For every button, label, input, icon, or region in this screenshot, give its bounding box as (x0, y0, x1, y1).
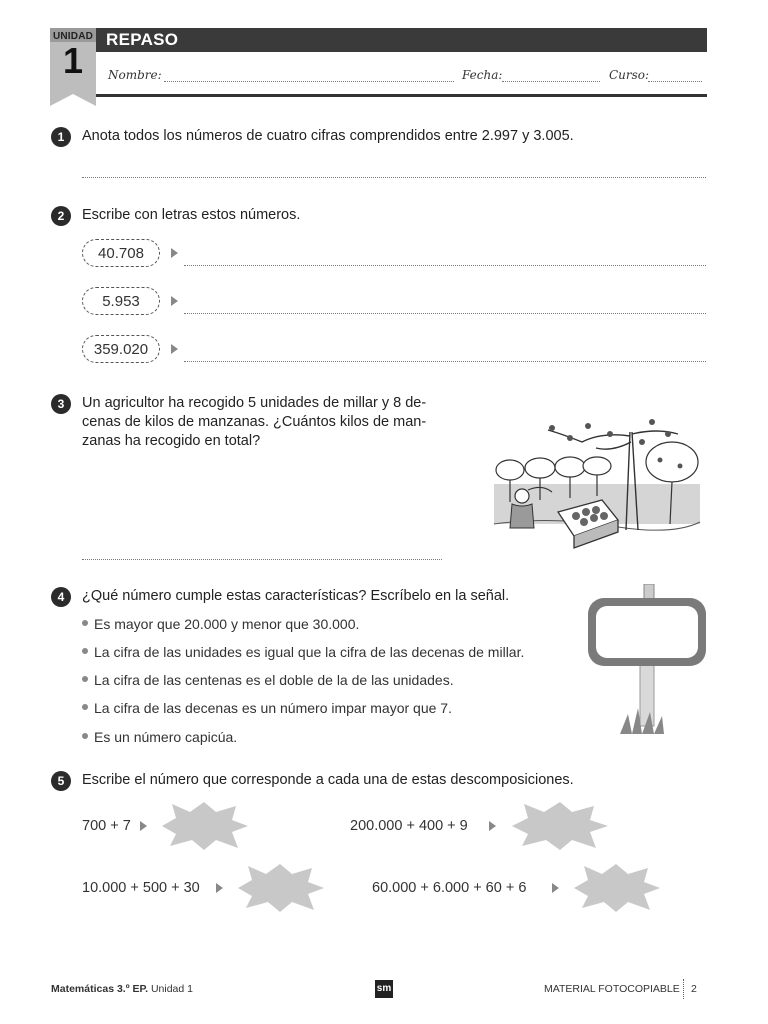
answer-line-3[interactable] (184, 360, 706, 362)
criterion-2 (82, 644, 524, 660)
page-title: REPASO (106, 30, 179, 49)
arrow-right-icon (489, 821, 496, 831)
answer-star-1[interactable] (158, 800, 252, 852)
question-1-number: 1 (51, 127, 71, 147)
criterion-4 (82, 700, 452, 716)
question-4-text: ¿Qué número cumple estas características? Escríbelo en la señal. (82, 588, 510, 604)
number-box-2: 5.953 (82, 287, 160, 315)
name-label: Nombre: (108, 68, 162, 82)
arrow-right-icon (171, 296, 178, 306)
bullet-icon (82, 648, 88, 654)
question-1-answer-line[interactable] (82, 176, 706, 178)
answer-line-2[interactable] (184, 312, 706, 314)
question-2-number: 2 (51, 206, 71, 226)
question-3-line-2: cenas de kilos de manzanas. ¿Cuántos kilos de man- (82, 414, 427, 430)
decomposition-2: 200.000 + 400 + 9 (350, 818, 468, 834)
question-2-text: Escribe con letras estos números. (82, 207, 301, 223)
criterion-1-text: Es mayor que 20.000 y menor que 30.000. (94, 616, 360, 632)
footer-subject-text: Matemáticas 3.º EP. (51, 983, 149, 995)
question-1-text: Anota todos los números de cuatro cifras comprendidos entre 2.997 y 3.005. (82, 128, 574, 144)
question-3-number: 3 (51, 394, 71, 414)
arrow-right-icon (552, 883, 559, 893)
footer-separator (683, 979, 684, 999)
arrow-right-icon (216, 883, 223, 893)
number-box-3: 359.020 (82, 335, 160, 363)
criterion-3-text: La cifra de las centenas es el doble de la de las unidades. (94, 672, 454, 688)
criterion-3 (82, 672, 454, 688)
decomposition-1: 700 + 7 (82, 818, 131, 834)
bullet-icon (82, 733, 88, 739)
title-bar (96, 28, 707, 52)
footer-unit: Unidad 1 (150, 983, 193, 995)
name-field[interactable] (164, 80, 454, 82)
arrow-right-icon (171, 248, 178, 258)
question-3-answer-line[interactable] (82, 558, 442, 560)
header-divider (96, 94, 707, 97)
criterion-5-text: Es un número capicúa. (94, 729, 238, 745)
question-5-number: 5 (51, 771, 71, 791)
answer-star-2[interactable] (508, 800, 612, 852)
decomposition-4: 60.000 + 6.000 + 60 + 6 (372, 880, 527, 896)
page-number: 2 (691, 983, 697, 995)
decomposition-3: 10.000 + 500 + 30 (82, 880, 200, 896)
orchard-illustration (492, 412, 702, 552)
criterion-2-text: La cifra de las unidades es igual que la cifra de las decenas de millar. (94, 644, 525, 660)
answer-star-3[interactable] (234, 862, 328, 914)
bullet-icon (82, 676, 88, 682)
answer-line-1[interactable] (184, 264, 706, 266)
signpost[interactable] (584, 584, 710, 740)
footer-subject (51, 983, 193, 995)
course-field[interactable] (648, 80, 702, 82)
question-4-number: 4 (51, 587, 71, 607)
question-3-line-1: Un agricultor ha recogido 5 unidades de millar y 8 de- (82, 395, 427, 411)
criterion-5 (82, 729, 237, 745)
bullet-icon (82, 704, 88, 710)
course-label: Curso: (609, 68, 650, 82)
footer-material: MATERIAL FOTOCOPIABLE (544, 983, 680, 995)
unit-number: 1 (62, 40, 84, 81)
publisher-logo: sm (375, 980, 393, 998)
question-3-line-3: zanas ha recogido en total? (82, 433, 261, 449)
date-field[interactable] (502, 80, 600, 82)
question-5-text: Escribe el número que corresponde a cada una de estas descomposiciones. (82, 772, 574, 788)
arrow-right-icon (171, 344, 178, 354)
unit-label: UNIDAD (52, 31, 94, 42)
arrow-right-icon (140, 821, 147, 831)
date-label: Fecha: (462, 68, 503, 82)
number-box-1: 40.708 (82, 239, 160, 267)
answer-star-4[interactable] (570, 862, 664, 914)
bullet-icon (82, 620, 88, 626)
criterion-1 (82, 616, 359, 632)
criterion-4-text: La cifra de las decenas es un número impar mayor que 7. (94, 700, 452, 716)
